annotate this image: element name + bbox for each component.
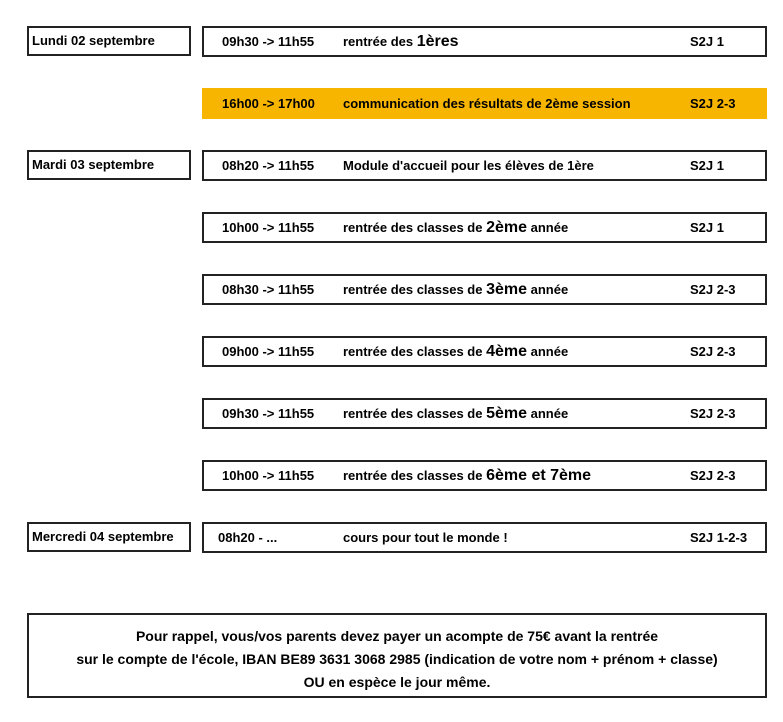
schedule-row [202, 212, 767, 243]
schedule-row-highlight [202, 88, 767, 119]
time-range: 16h00 -> 17h00 [222, 96, 315, 111]
event-description: cours pour tout le monde ! [343, 530, 508, 545]
room-label: S2J 2-3 [690, 468, 736, 483]
room-label: S2J 1 [690, 220, 724, 235]
room-label: S2J 1 [690, 34, 724, 49]
schedule-row [202, 150, 767, 181]
event-description: Module d'accueil pour les élèves de 1ère [343, 158, 594, 173]
room-label: S2J 2-3 [690, 406, 736, 421]
room-label: S2J 1-2-3 [690, 530, 748, 545]
schedule-row [202, 398, 767, 429]
time-range: 08h30 -> 11h55 [222, 282, 315, 297]
time-range: 08h20 -> 11h55 [222, 158, 315, 173]
reminder-line: OU en espèce le jour même. [303, 674, 491, 690]
reminder-line: sur le compte de l'école, IBAN BE89 3631 3068 2985 (indication de votre nom + prénom + classe) [76, 651, 718, 667]
time-range: 09h30 -> 11h55 [222, 34, 315, 49]
schedule-row [202, 26, 767, 57]
event-description: rentrée des classes de 4ème année [343, 343, 569, 360]
time-range: 09h30 -> 11h55 [222, 406, 315, 421]
time-range: 10h00 -> 11h55 [222, 220, 315, 235]
schedule-row [202, 336, 767, 367]
event-description: rentrée des classes de 5ème année [343, 405, 569, 422]
room-label: S2J 1 [690, 158, 724, 173]
time-range: 09h00 -> 11h55 [222, 344, 315, 359]
room-label: S2J 2-3 [690, 282, 736, 297]
day-label-lundi: Lundi 02 septembre [27, 26, 191, 56]
schedule-row [202, 274, 767, 305]
schedule-row [202, 460, 767, 491]
room-label: S2J 2-3 [690, 344, 736, 359]
room-label: S2J 2-3 [690, 96, 736, 111]
event-description: rentrée des 1ères [343, 33, 459, 50]
time-range: 08h20 - ... [218, 530, 278, 545]
payment-reminder [27, 613, 767, 698]
day-label-mardi: Mardi 03 septembre [27, 150, 191, 180]
time-range: 10h00 -> 11h55 [222, 468, 315, 483]
event-description: rentrée des classes de 6ème et 7ème [343, 467, 592, 484]
event-description: communication des résultats de 2ème session [343, 96, 631, 111]
event-description: rentrée des classes de 2ème année [343, 219, 569, 236]
event-description: rentrée des classes de 3ème année [343, 281, 569, 298]
schedule-row [202, 522, 767, 553]
reminder-line: Pour rappel, vous/vos parents devez payer un acompte de 75€ avant la rentrée [135, 628, 659, 644]
day-label-mercredi: Mercredi 04 septembre [27, 522, 191, 552]
